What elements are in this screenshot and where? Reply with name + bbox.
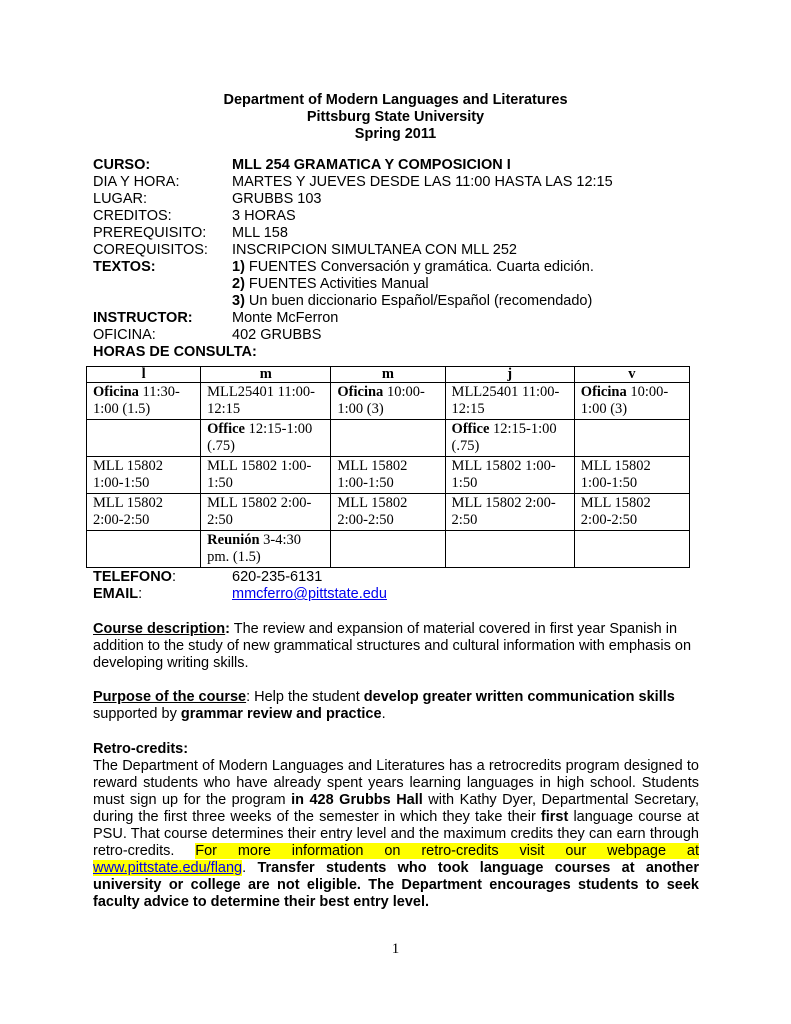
- table-cell: MLL25401 11:00-12:15: [445, 383, 574, 420]
- curso-value: MLL 254 GRAMATICA Y COMPOSICION I: [232, 157, 511, 173]
- day-header: j: [445, 367, 574, 383]
- text-item-number: 3): [232, 293, 245, 309]
- oficina-value: 402 GRUBBS: [232, 327, 322, 343]
- horas-row: [93, 344, 733, 361]
- table-cell: [445, 531, 574, 568]
- prereq-row: [93, 225, 733, 242]
- lugar-label: LUGAR:: [93, 191, 147, 207]
- day-header: l: [87, 367, 201, 383]
- dia-value: MARTES Y JUEVES DESDE LAS 11:00 HASTA LAS 12:15: [232, 174, 613, 190]
- telefono-label: TELEFONO: [93, 569, 172, 585]
- table-cell: MLL 15802 1:00-1:50: [201, 457, 331, 494]
- course-description-heading: Course description: [93, 621, 226, 637]
- horas-label: HORAS DE CONSULTA:: [93, 344, 257, 360]
- office-hours-table: [86, 366, 690, 568]
- email-label: EMAIL: [93, 586, 139, 602]
- university-title: Pittsburg State University: [306, 109, 485, 125]
- highlighted-note: For more information on retro-credits visit our webpage at: [195, 843, 699, 859]
- course-info: [93, 157, 733, 361]
- retro-credits-text: The Department of Modern Languages and Literatures has a retrocredits program designed to reward students who have already spent years learning languages in high school. Students must sign up for the program in 428 Grubbs Hall with Kathy Dyer, Departmental Secretary, during the first three weeks of the semester in which they take their first language course at PSU. That course determines their entry level and the maximum credits they can earn through retro-credits. For more information on retro-credits visit our webpage at www.pittstate.edu/flang. Transfer students who took language courses at another university or college are not eligible. The Department encourages students to seek faculty advice to determine their best entry level.: [93, 758, 699, 910]
- table-cell: MLL 15802 2:00-2:50: [574, 494, 689, 531]
- day-header: m: [201, 367, 331, 383]
- telefono-value: 620-235-6131: [232, 569, 323, 585]
- table-cell: MLL 15802 1:00-1:50: [331, 457, 445, 494]
- text-item-number: 2): [232, 276, 245, 292]
- day-header: v: [574, 367, 689, 383]
- table-cell: [87, 531, 201, 568]
- course-description-text: The review and expansion of material covered in first year Spanish in addition to the study of new grammatical structures and cultural information with emphasis on developing writing skills.: [93, 621, 692, 671]
- table-cell: MLL25401 11:00-12:15: [201, 383, 331, 420]
- oficina-row: [93, 327, 733, 344]
- page-number: 1: [391, 941, 400, 957]
- instructor-value: Monte McFerron: [232, 310, 339, 326]
- course-description: Course description: The review and expansion of material covered in first year Spanish in addition to the study of new grammatical structures and cultural information with emphasis on developing writing skills.: [93, 621, 692, 671]
- textos-row: [93, 259, 733, 310]
- creditos-label: CREDITOS:: [93, 208, 172, 224]
- table-cell: [574, 531, 689, 568]
- table-header-row: [87, 367, 690, 383]
- table-cell: [87, 420, 201, 457]
- table-row: [87, 420, 690, 457]
- table-cell: [331, 420, 445, 457]
- day-header: m: [331, 367, 445, 383]
- table-row: [87, 457, 690, 494]
- department-title: Department of Modern Languages and Literatures: [223, 92, 568, 108]
- dia-row: [93, 174, 733, 191]
- lugar-value: GRUBBS 103: [232, 191, 322, 207]
- table-cell: Office 12:15-1:00 (.75): [201, 420, 331, 457]
- table-cell: Oficina 10:00-1:00 (3): [574, 383, 689, 420]
- dia-label: DIA Y HORA:: [93, 174, 180, 190]
- email-row: EMAIL: mmcferro@pittstate.edu: [93, 586, 387, 602]
- table-cell: Oficina 10:00-1:00 (3): [331, 383, 445, 420]
- text-item: [232, 259, 733, 276]
- text-item-number: 1): [232, 259, 245, 275]
- table-cell: MLL 15802 2:00-2:50: [87, 494, 201, 531]
- lugar-row: [93, 191, 733, 208]
- table-cell: MLL 15802 1:00-1:50: [445, 457, 574, 494]
- text-item: [232, 276, 733, 293]
- coreq-value: INSCRIPCION SIMULTANEA CON MLL 252: [232, 242, 517, 258]
- text-item-title: FUENTES Conversación y gramática. Cuarta edición.: [244, 259, 594, 275]
- textos-label: TEXTOS:: [93, 259, 156, 275]
- telefono-row: TELEFONO: 620-235-6131: [93, 569, 733, 586]
- creditos-row: [93, 208, 733, 225]
- table-cell: [574, 420, 689, 457]
- table-cell: Oficina 11:30-1:00 (1.5): [87, 383, 201, 420]
- coreq-row: [93, 242, 733, 259]
- table-row: [87, 531, 690, 568]
- table-row: [87, 383, 690, 420]
- flang-link[interactable]: www.pittstate.edu/flang: [93, 860, 243, 876]
- prereq-label: PREREQUISITO:: [93, 225, 207, 241]
- table-cell: MLL 15802 1:00-1:50: [87, 457, 201, 494]
- table-cell: Office 12:15-1:00 (.75): [445, 420, 574, 457]
- table-cell: MLL 15802 2:00-2:50: [331, 494, 445, 531]
- instructor-row: [93, 310, 733, 327]
- prereq-value: MLL 158: [232, 225, 288, 241]
- purpose-heading: Purpose of the course: [93, 689, 247, 705]
- retro-credits-heading: Retro-credits:: [93, 741, 189, 757]
- table-cell: Reunión 3-4:30 pm. (1.5): [201, 531, 331, 568]
- curso-label: CURSO:: [93, 157, 151, 173]
- table-cell: MLL 15802 1:00-1:50: [574, 457, 689, 494]
- curso-row: [93, 157, 733, 174]
- table-cell: MLL 15802 2:00-2:50: [201, 494, 331, 531]
- table-cell: [331, 531, 445, 568]
- creditos-value: 3 HORAS: [232, 208, 296, 224]
- table-row: [87, 494, 690, 531]
- document-header: [0, 92, 791, 143]
- course-purpose: Purpose of the course: Help the student develop greater written communication skills supported by grammar review and practice.: [93, 689, 675, 722]
- oficina-label: OFICINA:: [93, 327, 156, 343]
- table-cell: MLL 15802 2:00-2:50: [445, 494, 574, 531]
- text-item-title: Un buen diccionario Español/Español (recomendado): [244, 293, 593, 309]
- text-item: [232, 293, 733, 310]
- instructor-label: INSTRUCTOR:: [93, 310, 193, 326]
- term-title: Spring 2011: [354, 126, 437, 142]
- coreq-label: COREQUISITOS:: [93, 242, 208, 258]
- contact-info: [93, 569, 733, 603]
- text-item-title: FUENTES Activities Manual: [244, 276, 429, 292]
- email-link[interactable]: mmcferro@pittstate.edu: [232, 586, 387, 602]
- textos-list: [232, 259, 733, 310]
